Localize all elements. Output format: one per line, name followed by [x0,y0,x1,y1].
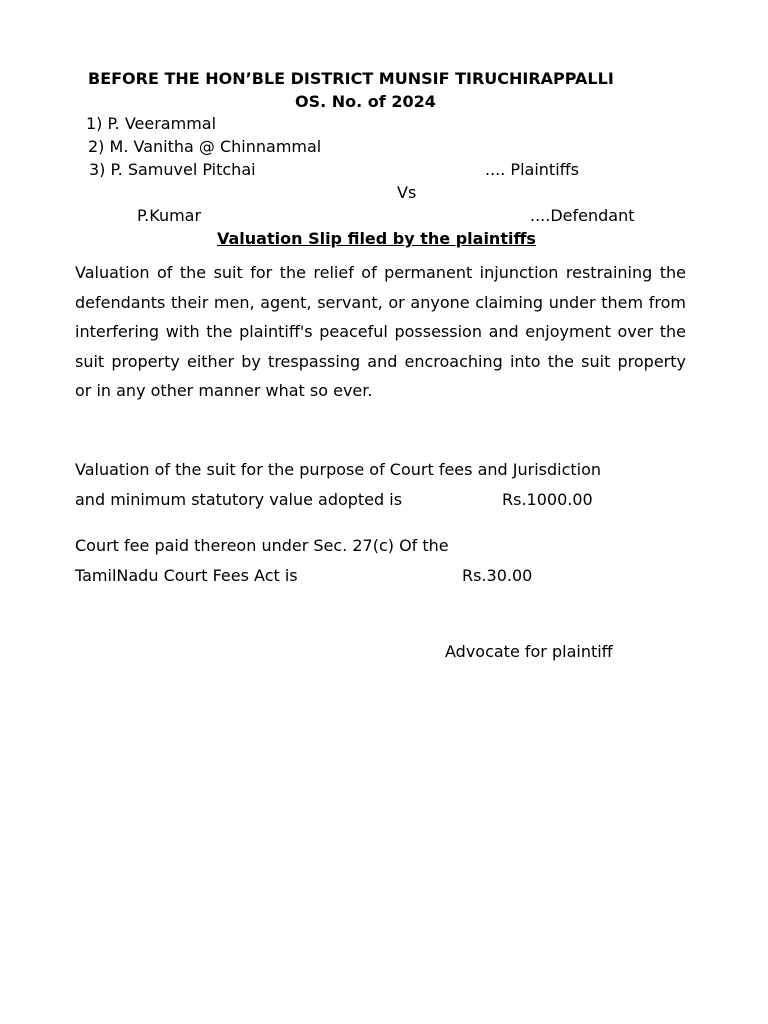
relief-valuation-paragraph: Valuation of the suit for the relief of permanent injunction restraining the defendants their men, agent, servant, or anyone claiming under them from interfering with the plaintiff's peaceful possession and enjoyment over the suit property either by trespassing and encroaching into the suit property or in any other manner what so ever. [75,263,686,401]
case-number: OS. No. of 2024 [295,92,436,111]
plaintiff-2: 2) M. Vanitha @ Chinnammal [88,137,322,156]
document-title: Valuation Slip filed by the plaintiffs [217,229,536,248]
court-fee-valuation-line-1: Valuation of the suit for the purpose of Court fees and Jurisdiction [75,460,602,479]
plaintiff-1: 1) P. Veerammal [86,114,217,133]
advocate-signature-label: Advocate for plaintiff [445,642,613,661]
fee-paid-amount: Rs.30.00 [462,566,533,585]
plaintiffs-label: .... Plaintiffs [485,160,579,179]
court-fee-valuation-line-2: and minimum statutory value adopted is [75,490,403,509]
plaintiff-3: 3) P. Samuvel Pitchai [89,160,256,179]
fee-paid-line-2: TamilNadu Court Fees Act is [75,566,298,585]
defendant-label: ....Defendant [530,206,635,225]
court-fee-valuation-amount: Rs.1000.00 [502,490,593,509]
versus-label: Vs [397,183,417,202]
fee-paid-line-1: Court fee paid thereon under Sec. 27(c) Of the [75,536,449,555]
defendant-name: P.Kumar [137,206,202,225]
court-title: BEFORE THE HON’BLE DISTRICT MUNSIF TIRUCHIRAPPALLI [88,69,614,88]
